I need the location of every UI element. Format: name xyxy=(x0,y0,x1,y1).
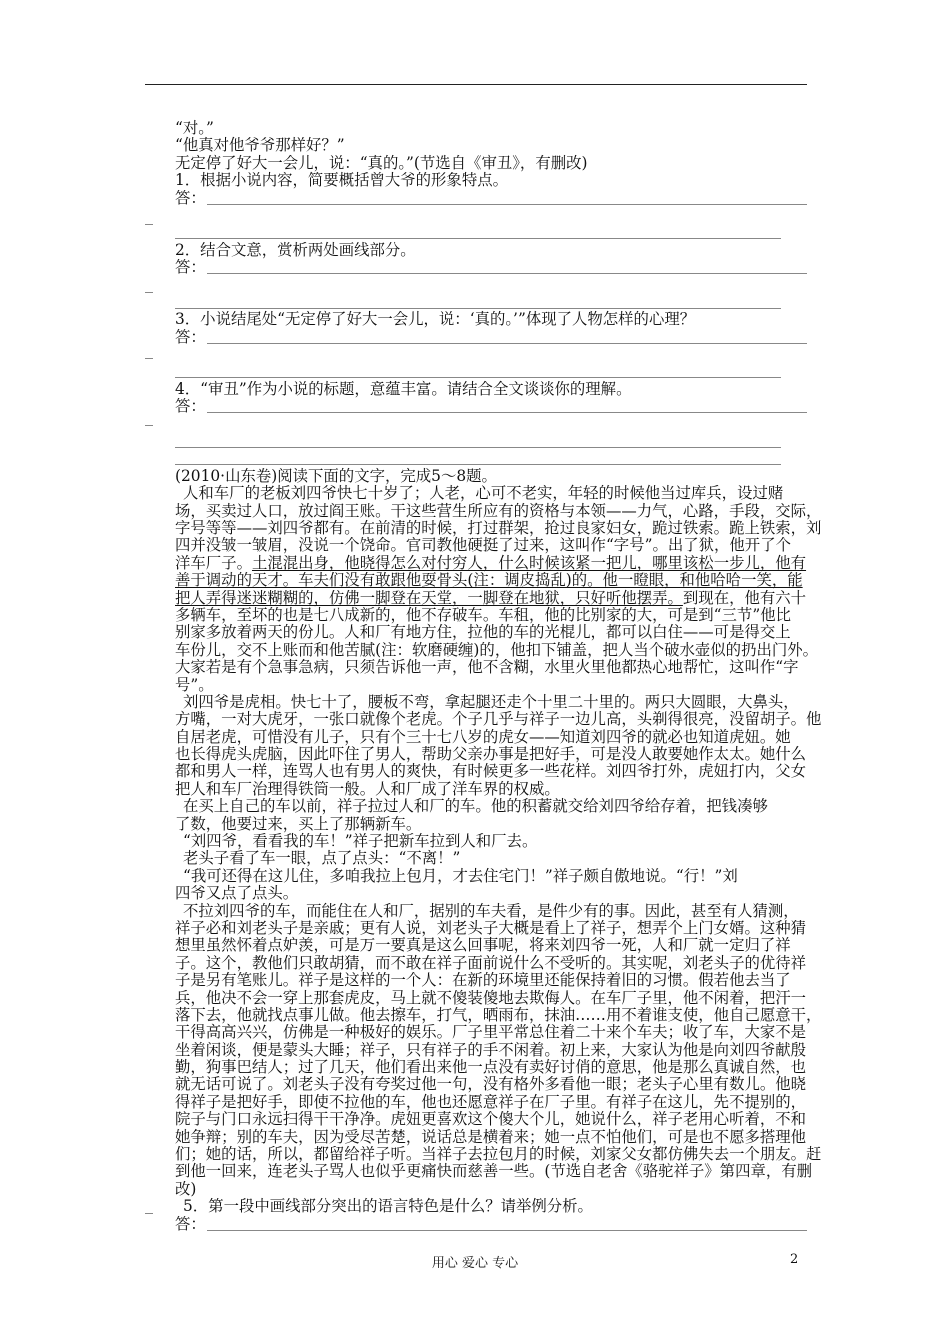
passage-line xyxy=(175,781,807,798)
header-rule xyxy=(145,84,807,85)
passage-line xyxy=(175,1042,807,1059)
passage-line xyxy=(175,1076,807,1093)
answer-row-2[interactable] xyxy=(175,259,807,276)
passage-line xyxy=(175,903,807,920)
passage-line xyxy=(175,798,807,815)
passage-text: “我可还得在这儿住，多咱我拉上包月，才去住宅门！”祥子颇自傲地说。“行！”刘 xyxy=(183,866,738,885)
passage-line xyxy=(175,850,807,867)
question-3: 3．小说结尾处“无定停了好大一会儿，说：‘真的。’”体现了人物怎样的心理？ xyxy=(175,310,696,329)
passage-line xyxy=(175,972,807,989)
passage-line xyxy=(175,729,807,746)
underlined-passage-text: 土混混出身，他晓得怎么对付穷人，什么时候该紧一把儿，哪里该松一步儿，他有 xyxy=(251,553,807,572)
passage-text: 车份儿，交不上账而和他苦腻(注：软磨硬缠)的，他扣下铺盖，把人当个破水壶似的扔出门外。 xyxy=(175,640,819,659)
passage-line xyxy=(175,1059,807,1076)
passage-line xyxy=(175,710,822,729)
answer-line xyxy=(175,433,807,450)
margin-dash xyxy=(145,224,153,225)
passage-line xyxy=(175,868,807,885)
answer-label: 答： xyxy=(175,1214,206,1233)
margin-dash xyxy=(145,292,153,293)
passage-text: 院子与门口永远扫得干干净净。虎妞更喜欢这个傻大个儿，她说什么，祥子老用心听着，不和 xyxy=(175,1110,807,1129)
answer-row-3[interactable] xyxy=(175,329,807,346)
passage-text: 祥子必和刘老头子是亲戚；更有人说，刘老头子大概是看上了祥子，想弄个上门女婿。这种猜 xyxy=(175,918,807,937)
answer-line xyxy=(207,343,807,344)
passage-line xyxy=(175,1162,813,1181)
passage-line xyxy=(175,659,807,676)
passage-text: 刘四爷是虎相。快七十了，腰板不弯，拿起腿还走个十里二十里的。两只大圆眼，大鼻头， xyxy=(183,692,799,711)
passage-text: 把人和车厂治理得铁筒一般。人和厂成了洋车界的权威。 xyxy=(175,779,560,798)
question-1: 1．根据小说内容，简要概括曾大爷的形象特点。 xyxy=(175,171,508,190)
footer-slogan: 用心 爱心 专心 xyxy=(431,1256,519,1271)
passage-line xyxy=(175,937,807,954)
passage-line xyxy=(175,1181,807,1198)
answer-line xyxy=(207,412,807,413)
passage-line xyxy=(175,1024,807,1041)
answer-line xyxy=(207,1230,807,1231)
passage-line xyxy=(175,555,807,572)
passage-line xyxy=(175,955,807,972)
page-content xyxy=(175,119,822,1233)
answer-label: 答： xyxy=(175,188,206,207)
margin-dash xyxy=(145,1213,153,1214)
passage-line xyxy=(175,885,807,902)
passage-text: 到现在，他有六十 xyxy=(682,588,807,607)
passage-text: 自居老虎，可惜没有儿子，只有个三十七八岁的虎女——知道刘四爷的就必也知道虎妞。她 xyxy=(175,727,791,746)
passage-text: 号”。 xyxy=(175,675,214,694)
passage-text: 洋车厂子。 xyxy=(175,553,252,572)
passage-text: 老头子看了车一眼，点了点头：“不离！” xyxy=(183,849,461,868)
passage-text: 在买上自己的车以前，祥子拉过人和厂的车。他的积蓄就交给刘四爷给存着，把钱凑够 xyxy=(183,797,768,816)
passage-line xyxy=(175,1145,822,1164)
dialogue-line: “他真对他爷爷那样好？” xyxy=(175,136,345,155)
passage-text: 了数，他要过来，买上了那辆新车。 xyxy=(175,814,422,833)
passage-line xyxy=(175,920,807,937)
passage-text: 她争辩；别的车夫，因为受尽苦楚，说话总是横着来；她一点不怕他们，可是也不愿多搭理他 xyxy=(175,1127,807,1146)
passage-text: 四并没皱一皱眉，没说一个饶命。官司教他硬挺了过来，这叫作“字号”。出了狱，他开了个 xyxy=(175,536,791,555)
passage-text: 字号等等——刘四爷都有。在前清的时候，打过群架，抢过良家妇女，跪过铁索。跪上铁索，刘 xyxy=(175,518,822,537)
passage-text: 兵，他决不会一穿上那套虎皮，马上就不傻装傻地去欺侮人。在车厂子里，他不闲着，把汗一 xyxy=(175,988,807,1007)
answer-row-5[interactable] xyxy=(175,1216,807,1233)
passage-intro: (2010·山东卷)阅读下面的文字，完成5～8题。 xyxy=(175,466,497,485)
underlined-passage-text: 把人弄得迷迷糊糊的，仿佛一脚登在天堂，一脚登在地狱，只好听他摆弄。 xyxy=(175,588,683,607)
passage-line xyxy=(175,607,807,624)
passage-text: 大家若是有个急事急病，只须告诉他一声，他不含糊，水里火里他都热心地帮忙，这叫作“字 xyxy=(175,658,799,677)
passage-text: 人和车厂的老板刘四爷快七十岁了；人老，心可不老实，年轻的时候他当过库兵，设过赌 xyxy=(183,484,784,503)
answer-line xyxy=(175,450,807,467)
passage-line xyxy=(175,746,807,763)
passage-text: 干得高高兴兴，仿佛是一种极好的娱乐。厂子里平常总住着二十来个车夫；收了车，大家不是 xyxy=(175,1023,807,1042)
dialogue-line: “对。” xyxy=(175,119,214,137)
passage-line xyxy=(175,624,807,641)
passage-line xyxy=(175,677,807,694)
question-4: 4．“审丑”作为小说的标题，意蕴丰富。请结合全文谈谈你的理解。 xyxy=(175,379,632,398)
passage-text: 场，买卖过人口，放过阎王账。干这些营生所应有的资格与本领——力气，心路，手段，交际， xyxy=(175,501,822,520)
passage-text: 得祥子是把好手，即使不拉他的车，他也还愿意祥子在厂子里。有祥子在这儿，先不提别的， xyxy=(175,1092,807,1111)
passage-line xyxy=(175,1111,807,1128)
passage-line xyxy=(175,816,807,833)
passage-text: 别家多放着两天的份儿。人和厂有地方住，拉他的车的光棍儿，都可以白住——可是得交上 xyxy=(175,623,791,642)
passage-text: 勤，狗事巴结人；过了几天，他们看出来他一点没有卖好讨俏的意思，他是那么真诚自然，也 xyxy=(175,1058,807,1077)
dialogue-line: 无定停了好大一会儿，说：“真的。”(节选自《审丑》，有删改) xyxy=(175,153,588,172)
margin-dash xyxy=(145,358,153,359)
passage-text: 不拉刘四爷的车，而能住在人和厂，据别的车夫看，是件少有的事。因此，甚至有人猜测， xyxy=(183,901,799,920)
passage-text: 方嘴，一对大虎牙，一张口就像个老虎。个子几乎与祥子一边儿高，头剃得很亮，没留胡子。他 xyxy=(175,710,822,729)
passage-text: “刘四爷，看看我的车！”祥子把新车拉到人和厂去。 xyxy=(183,832,538,851)
answer-label: 答： xyxy=(175,327,206,346)
passage-text: 子。这个，教他们只敢胡猜，而不敢在祥子面前说什么不受听的。其实呢，刘老头子的优待祥 xyxy=(175,953,807,972)
answer-line xyxy=(175,294,807,311)
passage-line xyxy=(175,694,807,711)
passage xyxy=(175,484,822,1198)
passage-text: 们；她的话，所以，都留给祥子听。当祥子去拉包月的时候，刘家父女都仿佛失去一个朋友。赶 xyxy=(175,1145,822,1164)
answer-line xyxy=(207,273,807,274)
passage-line xyxy=(175,501,822,520)
passage-line xyxy=(175,572,807,589)
passage-line xyxy=(175,518,822,537)
answer-line xyxy=(207,204,807,205)
passage-text: 改) xyxy=(175,1179,197,1198)
passage-text: 就无话可说了。刘老头子没有夸奖过他一句，没有格外多看他一眼；老头子心里有数儿。他晓 xyxy=(175,1075,807,1094)
passage-line xyxy=(175,640,819,659)
answer-label: 答： xyxy=(175,397,206,416)
passage-line xyxy=(175,1005,822,1024)
passage-line xyxy=(175,1094,807,1111)
passage-text: 四爷又点了点头。 xyxy=(175,884,299,903)
passage-line xyxy=(175,990,807,1007)
page-number: 2 xyxy=(790,1252,799,1267)
passage-text: 想里虽然怀着点妒羡，可是万一要真是这么回事呢，将来刘四爷一死，人和厂就一定归了祥 xyxy=(175,936,791,955)
margin-dash xyxy=(145,425,153,426)
passage-text: 多辆车，至坏的也是七八成新的，他不存破车。车租，他的比别家的大，可是到“三节”他比 xyxy=(175,605,791,624)
passage-text: 到他一回来，连老头子骂人也似乎更痛快而慈善一些。(节选自老舍《骆驼祥子》第四章，有删 xyxy=(175,1162,813,1181)
passage-text: 也长得虎头虎脑，因此吓住了男人，帮助父亲办事是把好手，可是没人敢要她作太太。她什么 xyxy=(175,745,807,764)
answer-row-4[interactable] xyxy=(175,398,807,415)
passage-text: 都和男人一样，连骂人也有男人的爽快，有时候更多一些花样。刘四爷打外，虎妞打内，父女 xyxy=(175,762,807,781)
passage-text: 落下去，他就找点事儿做。他去擦车，打气，晒雨布，抹油……用不着谁支使，他自己愿意干， xyxy=(175,1005,822,1024)
answer-line xyxy=(175,363,807,380)
passage-line xyxy=(175,485,807,502)
question-2: 2．结合文意，赏析两处画线部分。 xyxy=(175,240,416,259)
passage-line xyxy=(175,537,807,554)
passage-line xyxy=(175,1129,807,1146)
question-5: 5．第一段中画线部分突出的语言特色是什么？请举例分析。 xyxy=(183,1197,593,1216)
passage-line xyxy=(175,763,807,780)
answer-row-1[interactable] xyxy=(175,190,807,207)
answer-line xyxy=(175,224,807,241)
passage-line xyxy=(175,590,807,607)
answer-label: 答： xyxy=(175,258,206,277)
underlined-passage-text: 善于调动的天才。车夫们没有敢跟他耍骨头(注：调皮捣乱)的。他一瞪眼，和他哈哈一笑，能 xyxy=(175,571,803,590)
passage-line xyxy=(175,833,807,850)
passage-text: 坐着闲谈，便是蒙头大睡；祥子，只有祥子的手不闲着。初上来，大家认为他是向刘四爷献殷 xyxy=(175,1040,807,1059)
passage-text: 子是另有笔账儿。祥子是这样的一个人：在新的环境里还能保持着旧的习惯。假若他去当了 xyxy=(175,971,791,990)
